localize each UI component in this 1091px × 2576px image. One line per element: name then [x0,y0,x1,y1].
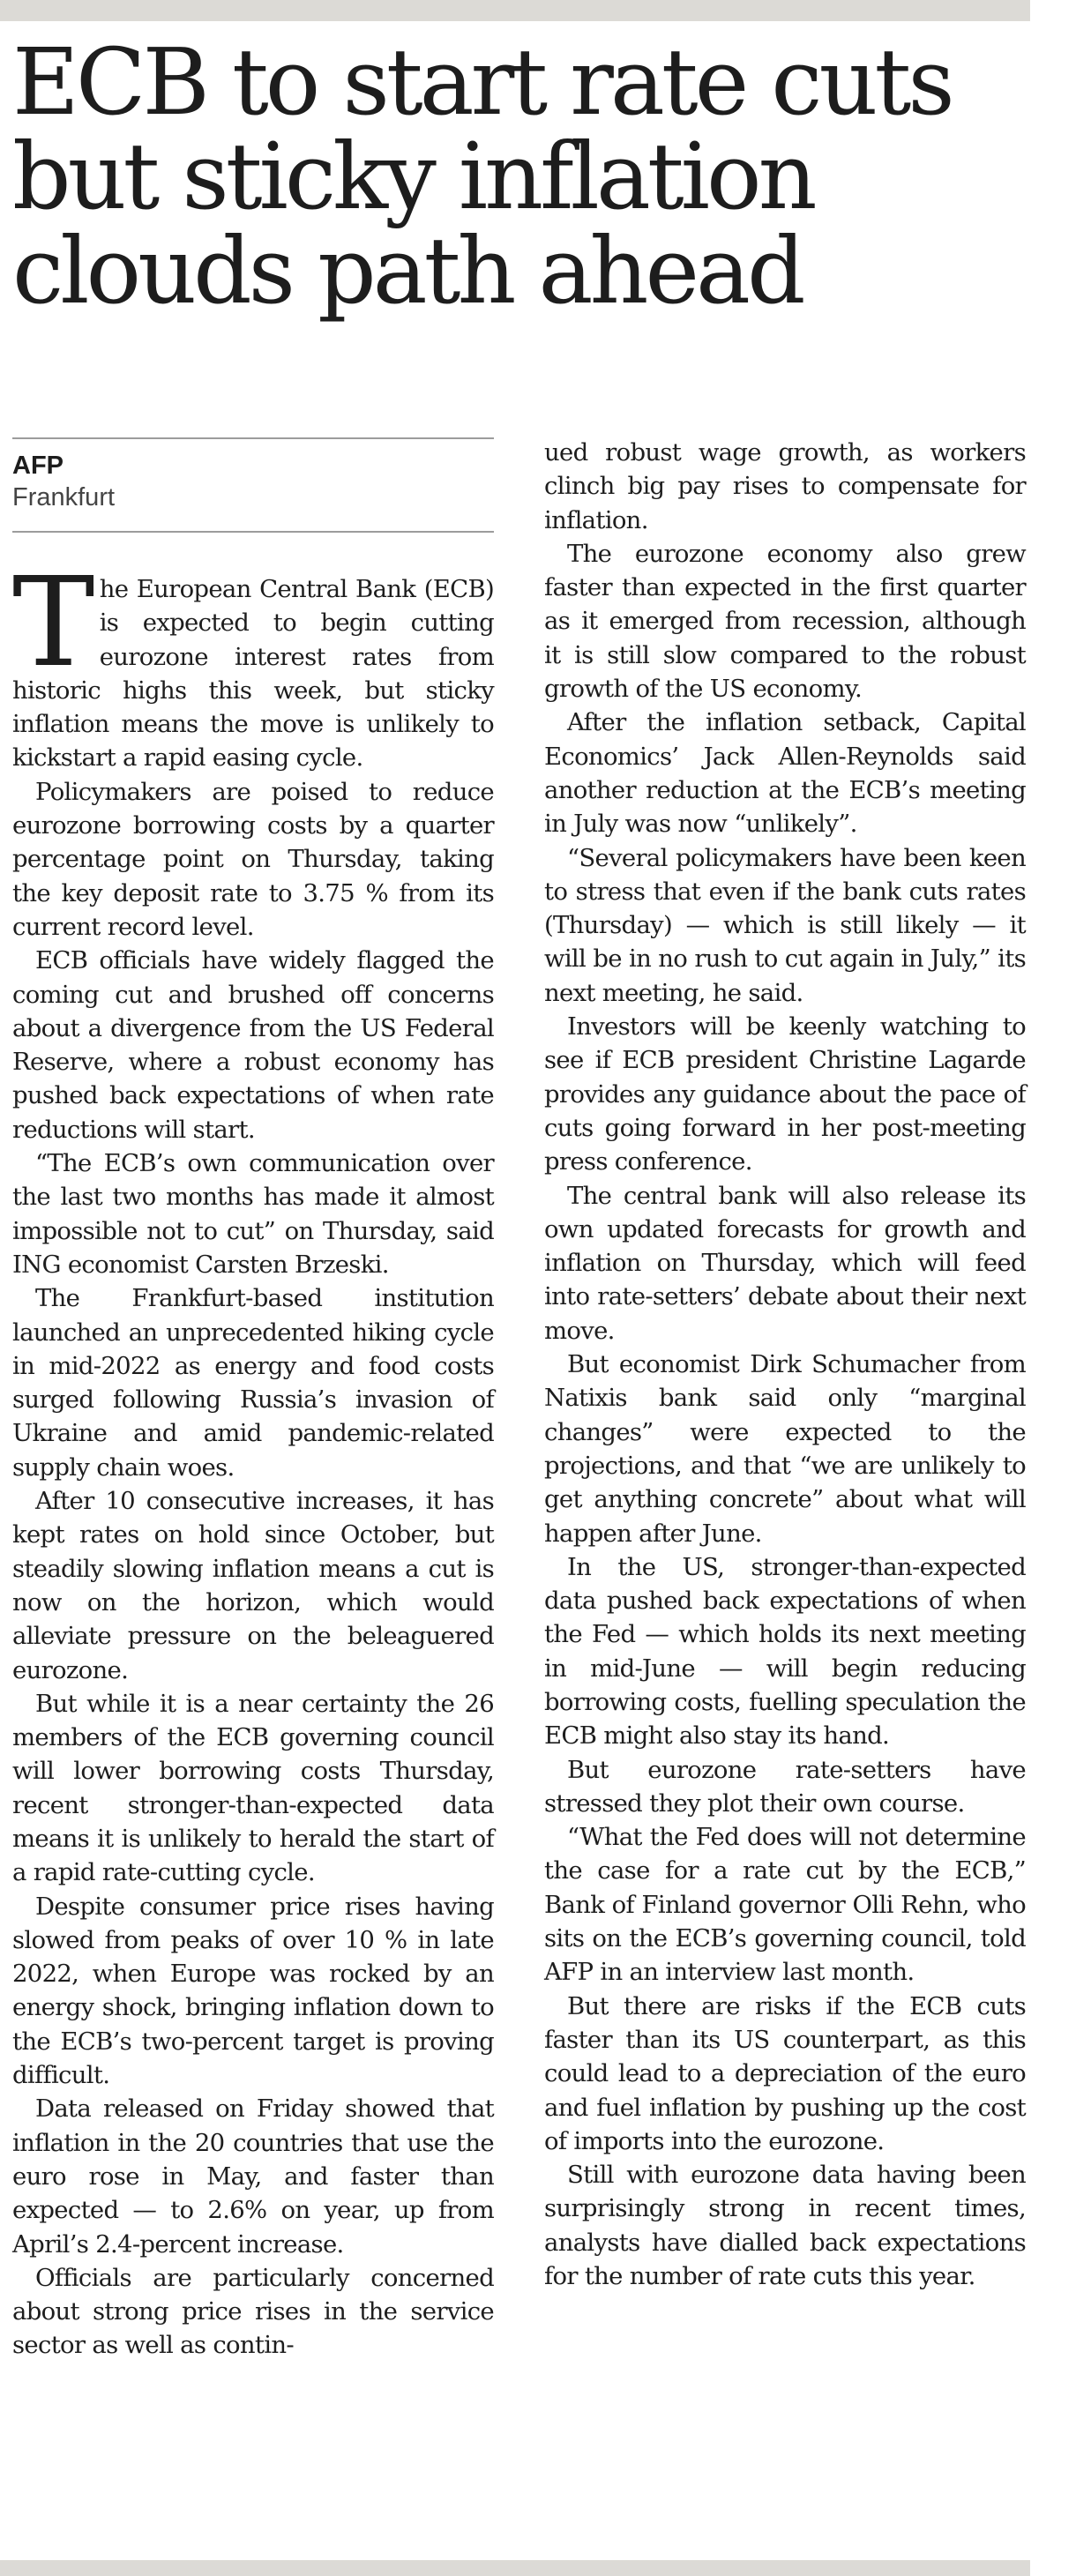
body-paragraph: “What the Fed does will not determine the case for a rate cut by the ECB,” Bank of Finland governor Olli Rehn, who sits on the ECB’s governing council, told AFP in an interview last month. [544,1823,1026,1987]
headline: ECB to start rate cuts but sticky inflation clouds path ahead [12,28,952,325]
article-column-left [12,551,494,2363]
body-paragraph: Officials are particularly concerned about strong price rises in the service sector as well as contin- [12,2263,494,2360]
body-paragraph: After 10 consecutive increases, it has kept rates on hold since October, but steadily slowing inflation means a cut is now on the horizon, which would alleviate pressure on the beleaguered eurozone. [12,1487,494,1684]
body-paragraph: Investors will be keenly watching to see if ECB president Christine Lagarde provides any guidance about the pace of cuts going forward in her post-meeting press conference. [544,1012,1026,1176]
body-paragraph: But eurozone rate-setters have stressed they plot their own course. [544,1755,1026,1818]
body-paragraph: Despite consumer price rises having slowed from peaks of over 10 % in late 2022, when Europe was rocked by an energy shock, bringing inflation down to the ECB’s two-percent target is proving difficult. [12,1892,494,2090]
top-divider [0,0,1030,21]
body-paragraph: The eurozone economy also grew faster than expected in the first quarter as it emerged from recession, although it is still slow compared to the robust growth of the US economy. [544,539,1026,704]
body-paragraph: Data released on Friday showed that inflation in the 20 countries that use the euro rose in May, and faster than expected — to 2.6% on year, up from April’s 2.4-percent increase. [12,2094,494,2259]
body-paragraph: “The ECB’s own communication over the last two months has made it almost impossible not to cut” on Thursday, said ING economist Carsten Brzeski. [12,1149,494,1279]
lead-paragraph [12,551,494,775]
body-paragraph: Still with eurozone data having been surprisingly strong in recent times, analysts have dialled back expectations for the number of rate cuts this year. [544,2161,1026,2291]
continued-paragraph: ued robust wage growth, as workers clinch big pay rises to compensate for inflation. [544,438,1026,534]
article-column-right [544,436,1026,2293]
byline [12,437,494,533]
body-paragraph: Policymakers are poised to reduce eurozone borrowing costs by a quarter percentage point on Thursday, taking the key deposit rate to 3.75 % from its current record level. [12,777,494,941]
byline-dateline: Frankfurt [12,483,116,511]
body-paragraph: But there are risks if the ECB cuts faster than its US counterpart, as this could lead to a depreciation of the euro and fuel inflation by pushing up the cost of imports into the eurozone. [544,1991,1026,2155]
body-paragraph: In the US, stronger-than-expected data pushed back expectations of when the Fed — which holds its next meeting in mid-June — will begin reducing borrowing costs, fuelling speculation the ECB might also stay its hand. [544,1552,1026,1751]
body-paragraph: “Several policymakers have been keen to stress that even if the bank cuts rates (Thursday) — which is still likely — it will be in no rush to cut again in July,” its next meeting, he said. [544,843,1026,1007]
bottom-divider [0,2560,1030,2576]
drop-cap: T [12,551,94,695]
body-paragraph: The Frankfurt-based institution launched an unprecedented hiking cycle in mid-2022 as energy and food costs surged following Russia’s invasion of Ukraine and amid pandemic-related supply chain woes. [12,1284,494,1482]
body-paragraph: After the inflation setback, Capital Economics’ Jack Allen-Reynolds said another reduction at the ECB’s meeting in July was now “unlikely”. [544,708,1026,839]
body-paragraph: But while it is a near certainty the 26 members of the ECB governing council will lower borrowing costs Thursday, recent stronger-than-expected data means it is unlikely to herald the start of a rapid rate-cutting cycle. [12,1689,494,1887]
body-paragraph: But economist Dirk Schumacher from Natixis bank said only “marginal changes” were expected to the projections, and that “we are unlikely to get anything concrete” about what will happen after June. [544,1350,1026,1548]
body-paragraph: The central bank will also release its own updated forecasts for growth and inflation on Thursday, which will feed into rate-setters’ debate about their next move. [544,1181,1026,1345]
byline-agency: AFP [12,452,64,480]
lead-text: he European Central Bank (ECB) is expected to begin cutting eurozone interest rates from historic highs this week, but sticky inflation means the move is unlikely to kickstart a rapid easing cycle. [12,575,494,773]
body-paragraph: ECB officials have widely flagged the coming cut and brushed off concerns about a divergence from the US Federal Reserve, where a robust economy has pushed back expectations of when rate reductions will start. [12,946,494,1144]
